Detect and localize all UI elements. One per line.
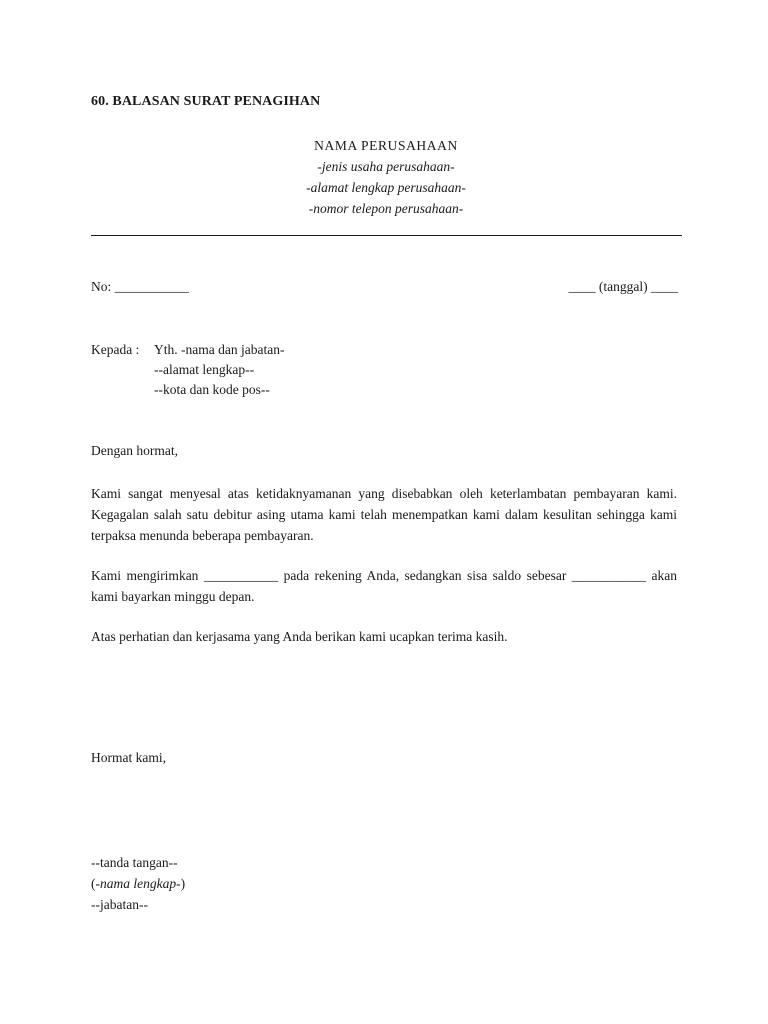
recipient-city: --kota dan kode pos-- <box>154 382 270 397</box>
company-name: NAMA PERUSAHAAN <box>314 138 458 153</box>
company-address: -alamat lengkap perusahaan- <box>306 180 466 195</box>
recipient-block <box>91 340 284 400</box>
recipient-label: Kepada : <box>91 342 140 357</box>
letterhead <box>91 135 681 219</box>
signer-position: --jabatan-- <box>91 897 148 912</box>
recipient-name: Yth. -nama dan jabatan- <box>154 342 285 357</box>
salutation: Dengan hormat, <box>91 443 178 458</box>
letter-date: ____ (tanggal) ____ <box>568 279 678 294</box>
body-paragraph-2: Kami mengirimkan ___________ pada rekening Anda, sedangkan sisa saldo sebesar ___________ akan kami bayarkan minggu depan. <box>91 568 677 604</box>
letter-number: No: ___________ <box>91 279 189 294</box>
letterhead-divider <box>91 235 682 236</box>
signature-line: --tanda tangan-- <box>91 855 178 870</box>
signature-block <box>91 852 185 915</box>
closing: Hormat kami, <box>91 750 166 765</box>
recipient-address: --alamat lengkap-- <box>154 362 255 377</box>
document-title: 60. BALASAN SURAT PENAGIHAN <box>91 94 321 109</box>
company-phone: -nomor telepon perusahaan- <box>308 201 464 216</box>
signer-name: (-nama lengkap-) <box>91 876 186 891</box>
body-paragraph-1: Kami sangat menyesal atas ketidaknyamanan yang disebabkan oleh keterlambatan pembayaran kami. Kegagalan salah satu debitur asing utama kami telah menempatkan kami dalam kesulitan sehingga kami terpaksa menunda beberapa pembayaran. <box>91 486 677 543</box>
company-business-type: -jenis usaha perusahaan- <box>317 159 455 174</box>
body-paragraph-3: Atas perhatian dan kerjasama yang Anda berikan kami ucapkan terima kasih. <box>91 629 508 644</box>
